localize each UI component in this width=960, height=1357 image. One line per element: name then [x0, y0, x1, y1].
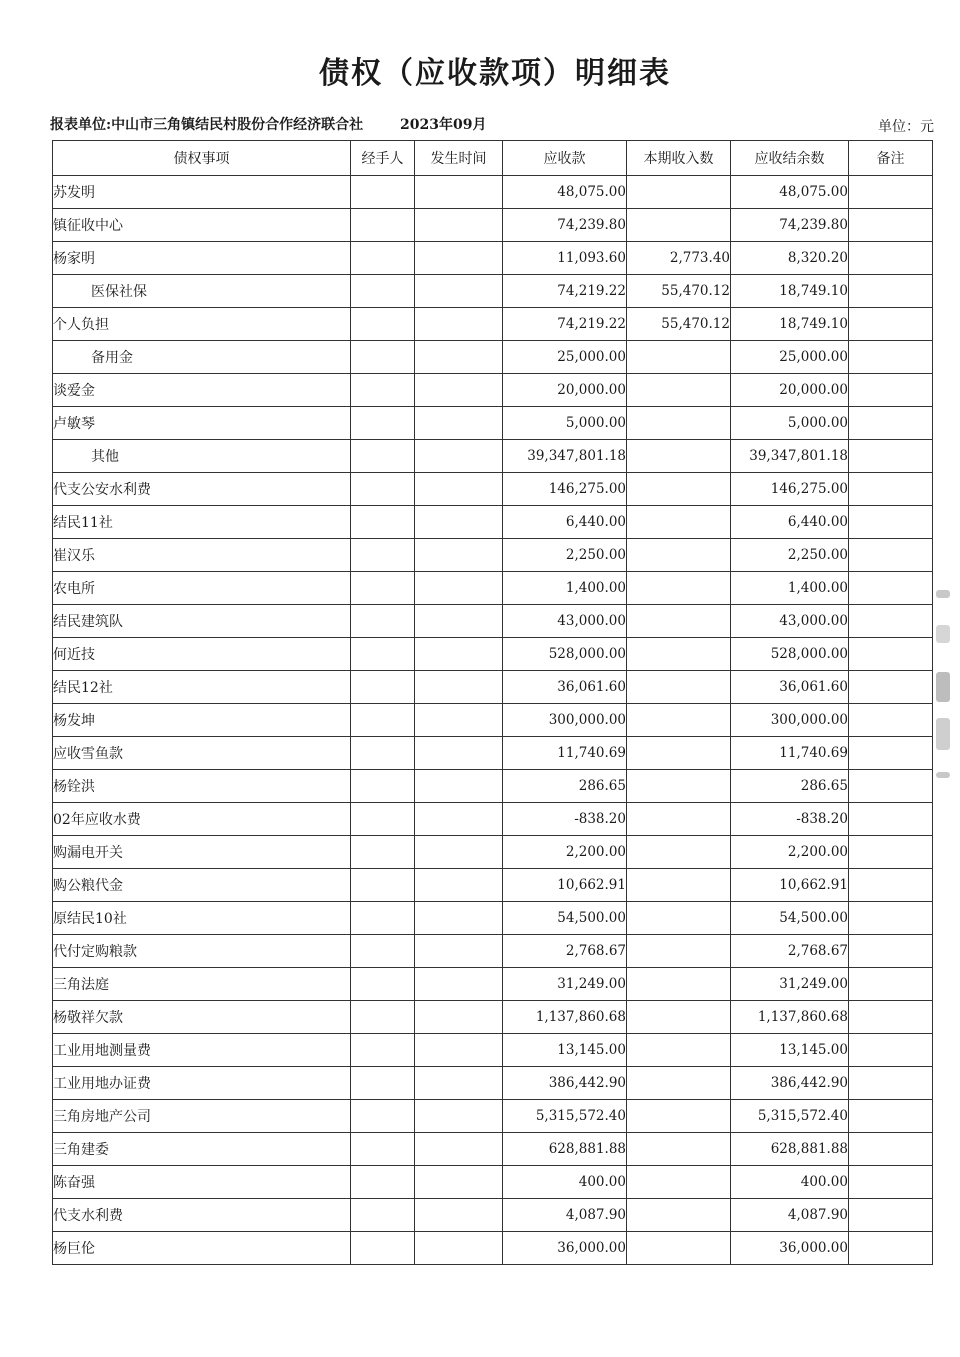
receivable-cell: 20,000.00	[503, 374, 627, 407]
note-cell	[849, 407, 933, 440]
receivable-cell: 25,000.00	[503, 341, 627, 374]
reporting-unit: 报表单位:中山市三角镇结民村股份合作经济联合社	[50, 117, 364, 133]
balance-cell: 18,749.10	[731, 308, 849, 341]
time-cell	[415, 902, 503, 935]
balance-cell: 2,250.00	[731, 539, 849, 572]
item-name: 代支公安水利费	[53, 473, 351, 506]
table-row	[53, 770, 933, 803]
item-name: 三角建委	[53, 1133, 351, 1166]
note-cell	[849, 638, 933, 671]
balance-cell: 13,145.00	[731, 1034, 849, 1067]
time-cell	[415, 803, 503, 836]
income-cell	[627, 374, 731, 407]
note-cell	[849, 1199, 933, 1232]
balance-cell: 5,000.00	[731, 407, 849, 440]
time-cell	[415, 1199, 503, 1232]
table-row	[53, 407, 933, 440]
handler-cell	[351, 902, 415, 935]
handler-cell	[351, 572, 415, 605]
handler-cell	[351, 737, 415, 770]
item-name: 卢敏琴	[53, 407, 351, 440]
time-cell	[415, 572, 503, 605]
receivable-cell: 13,145.00	[503, 1034, 627, 1067]
time-cell	[415, 836, 503, 869]
time-cell	[415, 374, 503, 407]
report-meta	[50, 114, 487, 134]
balance-cell: 400.00	[731, 1166, 849, 1199]
income-cell	[627, 803, 731, 836]
receivable-cell: 2,200.00	[503, 836, 627, 869]
table-row	[53, 869, 933, 902]
header-income: 本期收入数	[627, 141, 731, 176]
item-name: 工业用地办证费	[53, 1067, 351, 1100]
handler-cell	[351, 1001, 415, 1034]
time-cell	[415, 407, 503, 440]
receivable-cell: 2,768.67	[503, 935, 627, 968]
receivable-cell: 11,740.69	[503, 737, 627, 770]
balance-cell: 628,881.88	[731, 1133, 849, 1166]
note-cell	[849, 1034, 933, 1067]
receivable-cell: 2,250.00	[503, 539, 627, 572]
item-name: 结民12社	[53, 671, 351, 704]
time-cell	[415, 1232, 503, 1265]
handler-cell	[351, 605, 415, 638]
table-row	[53, 572, 933, 605]
note-cell	[849, 572, 933, 605]
time-cell	[415, 737, 503, 770]
item-name: 崔汉乐	[53, 539, 351, 572]
item-name: 购漏电开关	[53, 836, 351, 869]
note-cell	[849, 275, 933, 308]
receivable-cell: 386,442.90	[503, 1067, 627, 1100]
balance-cell: 20,000.00	[731, 374, 849, 407]
header-item: 债权事项	[53, 141, 351, 176]
handler-cell	[351, 968, 415, 1001]
item-name: 备用金	[53, 341, 351, 374]
item-name: 代支水利费	[53, 1199, 351, 1232]
income-cell	[627, 968, 731, 1001]
balance-cell: 1,137,860.68	[731, 1001, 849, 1034]
income-cell	[627, 176, 731, 209]
receivable-cell: 5,000.00	[503, 407, 627, 440]
time-cell	[415, 1001, 503, 1034]
balance-cell: 43,000.00	[731, 605, 849, 638]
income-cell	[627, 737, 731, 770]
note-cell	[849, 539, 933, 572]
handler-cell	[351, 539, 415, 572]
note-cell	[849, 704, 933, 737]
item-name: 镇征收中心	[53, 209, 351, 242]
handler-cell	[351, 209, 415, 242]
receivable-cell: 528,000.00	[503, 638, 627, 671]
item-name: 工业用地测量费	[53, 1034, 351, 1067]
item-name: 杨家明	[53, 242, 351, 275]
table-row	[53, 836, 933, 869]
scan-mark	[936, 772, 950, 778]
time-cell	[415, 176, 503, 209]
time-cell	[415, 605, 503, 638]
note-cell	[849, 803, 933, 836]
table-row	[53, 1034, 933, 1067]
item-name: 医保社保	[53, 275, 351, 308]
note-cell	[849, 341, 933, 374]
item-name: 谈爱金	[53, 374, 351, 407]
table-row	[53, 1232, 933, 1265]
table-row	[53, 308, 933, 341]
income-cell	[627, 935, 731, 968]
handler-cell	[351, 770, 415, 803]
receivable-cell: 36,061.60	[503, 671, 627, 704]
note-cell	[849, 1100, 933, 1133]
receivable-cell: 11,093.60	[503, 242, 627, 275]
note-cell	[849, 671, 933, 704]
note-cell	[849, 209, 933, 242]
handler-cell	[351, 506, 415, 539]
item-name: 三角房地产公司	[53, 1100, 351, 1133]
income-cell	[627, 671, 731, 704]
item-name: 杨敬祥欠款	[53, 1001, 351, 1034]
item-name: 原结民10社	[53, 902, 351, 935]
item-name: 购公粮代金	[53, 869, 351, 902]
table-row	[53, 374, 933, 407]
receivable-cell: 300,000.00	[503, 704, 627, 737]
time-cell	[415, 1034, 503, 1067]
table-row	[53, 1199, 933, 1232]
receivable-cell: 10,662.91	[503, 869, 627, 902]
income-cell	[627, 1067, 731, 1100]
handler-cell	[351, 473, 415, 506]
handler-cell	[351, 671, 415, 704]
report-date: 2023年09月	[400, 117, 487, 133]
note-cell	[849, 473, 933, 506]
note-cell	[849, 869, 933, 902]
time-cell	[415, 1067, 503, 1100]
income-cell	[627, 440, 731, 473]
time-cell	[415, 209, 503, 242]
time-cell	[415, 671, 503, 704]
item-name: 代付定购粮款	[53, 935, 351, 968]
receivable-cell: 286.65	[503, 770, 627, 803]
balance-cell: 39,347,801.18	[731, 440, 849, 473]
handler-cell	[351, 638, 415, 671]
receivable-cell: 48,075.00	[503, 176, 627, 209]
receivable-cell: 4,087.90	[503, 1199, 627, 1232]
balance-cell: 48,075.00	[731, 176, 849, 209]
table-row	[53, 704, 933, 737]
scan-mark	[936, 590, 950, 598]
income-cell: 2,773.40	[627, 242, 731, 275]
table-row	[53, 1001, 933, 1034]
balance-cell: -838.20	[731, 803, 849, 836]
table-row	[53, 968, 933, 1001]
item-name: 其他	[53, 440, 351, 473]
income-cell	[627, 605, 731, 638]
receivable-cell: 146,275.00	[503, 473, 627, 506]
balance-cell: 6,440.00	[731, 506, 849, 539]
item-name: 陈奋强	[53, 1166, 351, 1199]
time-cell	[415, 770, 503, 803]
table-row	[53, 176, 933, 209]
table-body	[53, 176, 933, 1265]
note-cell	[849, 770, 933, 803]
note-cell	[849, 308, 933, 341]
balance-cell: 2,768.67	[731, 935, 849, 968]
table-row	[53, 341, 933, 374]
table-row	[53, 506, 933, 539]
income-cell	[627, 539, 731, 572]
balance-cell: 31,249.00	[731, 968, 849, 1001]
balance-cell: 10,662.91	[731, 869, 849, 902]
handler-cell	[351, 407, 415, 440]
header-time: 发生时间	[415, 141, 503, 176]
balance-cell: 11,740.69	[731, 737, 849, 770]
income-cell	[627, 572, 731, 605]
time-cell	[415, 638, 503, 671]
item-name: 杨铨洪	[53, 770, 351, 803]
income-cell	[627, 1166, 731, 1199]
item-name: 结民11社	[53, 506, 351, 539]
time-cell	[415, 341, 503, 374]
handler-cell	[351, 242, 415, 275]
item-name: 个人负担	[53, 308, 351, 341]
income-cell	[627, 1100, 731, 1133]
note-cell	[849, 374, 933, 407]
balance-cell: 5,315,572.40	[731, 1100, 849, 1133]
handler-cell	[351, 704, 415, 737]
currency-unit: 单位：元	[878, 119, 934, 135]
receivable-cell: 31,249.00	[503, 968, 627, 1001]
balance-cell: 8,320.20	[731, 242, 849, 275]
item-name: 杨巨伦	[53, 1232, 351, 1265]
handler-cell	[351, 275, 415, 308]
handler-cell	[351, 1100, 415, 1133]
table-row	[53, 671, 933, 704]
note-cell	[849, 176, 933, 209]
note-cell	[849, 1067, 933, 1100]
time-cell	[415, 242, 503, 275]
receivable-cell: 39,347,801.18	[503, 440, 627, 473]
item-name: 三角法庭	[53, 968, 351, 1001]
time-cell	[415, 968, 503, 1001]
note-cell	[849, 242, 933, 275]
balance-cell: 36,061.60	[731, 671, 849, 704]
balance-cell: 528,000.00	[731, 638, 849, 671]
receivable-cell: 74,219.22	[503, 275, 627, 308]
page-title: 债权（应收款项）明细表	[319, 56, 671, 91]
handler-cell	[351, 836, 415, 869]
time-cell	[415, 473, 503, 506]
balance-cell: 74,239.80	[731, 209, 849, 242]
handler-cell	[351, 869, 415, 902]
table-row	[53, 1166, 933, 1199]
time-cell	[415, 704, 503, 737]
table-row	[53, 473, 933, 506]
note-cell	[849, 605, 933, 638]
table-row	[53, 242, 933, 275]
handler-cell	[351, 1034, 415, 1067]
note-cell	[849, 737, 933, 770]
receivable-cell: 400.00	[503, 1166, 627, 1199]
income-cell	[627, 902, 731, 935]
income-cell	[627, 341, 731, 374]
header-row	[53, 141, 933, 176]
note-cell	[849, 836, 933, 869]
table-row	[53, 440, 933, 473]
time-cell	[415, 275, 503, 308]
item-name: 农电所	[53, 572, 351, 605]
balance-cell: 4,087.90	[731, 1199, 849, 1232]
time-cell	[415, 440, 503, 473]
handler-cell	[351, 1067, 415, 1100]
note-cell	[849, 1232, 933, 1265]
balance-cell: 1,400.00	[731, 572, 849, 605]
time-cell	[415, 1166, 503, 1199]
table-row	[53, 1100, 933, 1133]
time-cell	[415, 308, 503, 341]
note-cell	[849, 1166, 933, 1199]
receivable-cell: 628,881.88	[503, 1133, 627, 1166]
income-cell: 55,470.12	[627, 275, 731, 308]
note-cell	[849, 902, 933, 935]
header-receivable: 应收款	[503, 141, 627, 176]
table-row	[53, 209, 933, 242]
item-name: 02年应收水费	[53, 803, 351, 836]
item-name: 结民建筑队	[53, 605, 351, 638]
table-row	[53, 935, 933, 968]
handler-cell	[351, 935, 415, 968]
balance-cell: 36,000.00	[731, 1232, 849, 1265]
handler-cell	[351, 308, 415, 341]
scan-mark	[936, 718, 950, 750]
item-name: 何近技	[53, 638, 351, 671]
item-name: 应收雪鱼款	[53, 737, 351, 770]
receivable-cell: 6,440.00	[503, 506, 627, 539]
receivable-cell: 43,000.00	[503, 605, 627, 638]
time-cell	[415, 539, 503, 572]
table-row	[53, 902, 933, 935]
balance-cell: 18,749.10	[731, 275, 849, 308]
time-cell	[415, 506, 503, 539]
receivable-cell: 5,315,572.40	[503, 1100, 627, 1133]
income-cell	[627, 1001, 731, 1034]
income-cell	[627, 704, 731, 737]
receivable-cell: 54,500.00	[503, 902, 627, 935]
balance-cell: 386,442.90	[731, 1067, 849, 1100]
table-row	[53, 539, 933, 572]
handler-cell	[351, 1232, 415, 1265]
time-cell	[415, 1133, 503, 1166]
income-cell	[627, 638, 731, 671]
balance-cell: 286.65	[731, 770, 849, 803]
balance-cell: 54,500.00	[731, 902, 849, 935]
income-cell	[627, 1133, 731, 1166]
handler-cell	[351, 803, 415, 836]
receivable-cell: -838.20	[503, 803, 627, 836]
receivables-table	[52, 140, 933, 1265]
receivable-cell: 36,000.00	[503, 1232, 627, 1265]
receivable-cell: 1,400.00	[503, 572, 627, 605]
handler-cell	[351, 1133, 415, 1166]
note-cell	[849, 440, 933, 473]
header-balance: 应收结余数	[731, 141, 849, 176]
income-cell	[627, 473, 731, 506]
time-cell	[415, 869, 503, 902]
income-cell: 55,470.12	[627, 308, 731, 341]
income-cell	[627, 1232, 731, 1265]
table-row	[53, 638, 933, 671]
table-row	[53, 737, 933, 770]
table-row	[53, 1067, 933, 1100]
handler-cell	[351, 176, 415, 209]
time-cell	[415, 935, 503, 968]
receivable-cell: 74,239.80	[503, 209, 627, 242]
handler-cell	[351, 440, 415, 473]
income-cell	[627, 1034, 731, 1067]
scan-mark	[936, 672, 950, 702]
table-row	[53, 803, 933, 836]
balance-cell: 25,000.00	[731, 341, 849, 374]
scan-mark	[936, 625, 950, 643]
handler-cell	[351, 1166, 415, 1199]
balance-cell: 300,000.00	[731, 704, 849, 737]
note-cell	[849, 1133, 933, 1166]
income-cell	[627, 407, 731, 440]
receivable-cell: 74,219.22	[503, 308, 627, 341]
note-cell	[849, 1001, 933, 1034]
table-row	[53, 275, 933, 308]
note-cell	[849, 506, 933, 539]
income-cell	[627, 1199, 731, 1232]
table-row	[53, 605, 933, 638]
handler-cell	[351, 374, 415, 407]
item-name: 苏发明	[53, 176, 351, 209]
item-name: 杨发坤	[53, 704, 351, 737]
income-cell	[627, 770, 731, 803]
income-cell	[627, 209, 731, 242]
income-cell	[627, 506, 731, 539]
balance-cell: 146,275.00	[731, 473, 849, 506]
time-cell	[415, 1100, 503, 1133]
header-handler: 经手人	[351, 141, 415, 176]
note-cell	[849, 968, 933, 1001]
income-cell	[627, 836, 731, 869]
handler-cell	[351, 341, 415, 374]
note-cell	[849, 935, 933, 968]
table-row	[53, 1133, 933, 1166]
income-cell	[627, 869, 731, 902]
header-note: 备注	[849, 141, 933, 176]
balance-cell: 2,200.00	[731, 836, 849, 869]
receivable-cell: 1,137,860.68	[503, 1001, 627, 1034]
handler-cell	[351, 1199, 415, 1232]
